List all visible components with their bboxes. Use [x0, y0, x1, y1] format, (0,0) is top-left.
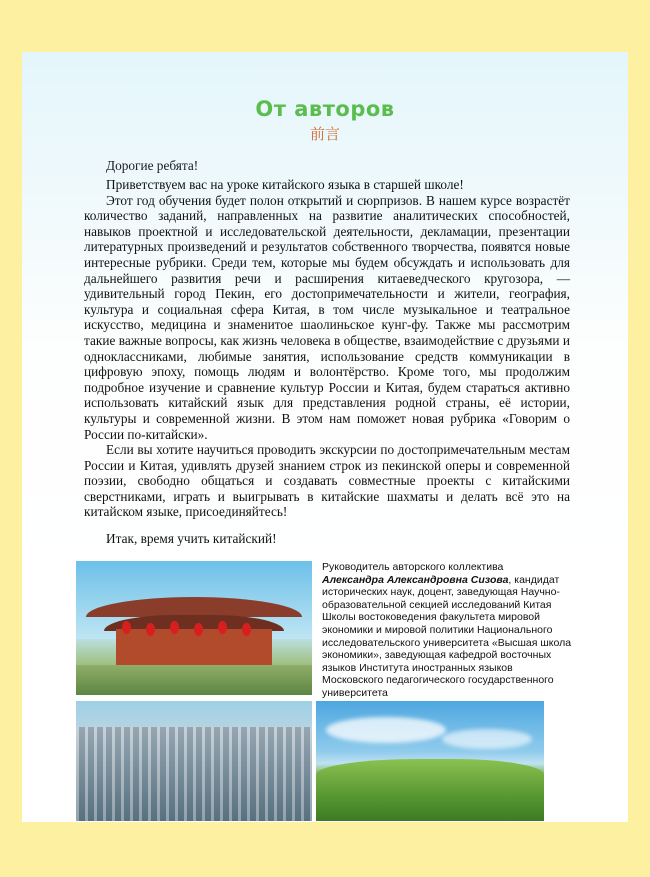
page-border-left [0, 0, 22, 877]
lantern-icon [146, 623, 155, 636]
lantern-icon [194, 623, 203, 636]
lantern-icon [170, 621, 179, 634]
paragraph-1: Приветствуем вас на уроке китайского языка в старшей школе! [106, 177, 464, 192]
page-border-right [628, 0, 650, 877]
paragraph-2: Этот год обучения будет полон открытий и сюрпризов. В нашем курсе возрастёт количество заданий, направленных на развитие аналитических способностей, навыков проектной и исследовательской деятельности, декламации, презентации литературных произведений и результатов собственного творчества, появятся новые интересные рубрики. Среди тем, которые мы будем обсуждать и использовать для дальнейшего развития речи и расширения китаеведческого кругозора, — удивительный город Пекин, его достопримечательности и жители, география, культура и социальная сфера Китая, в том числе музыкальное и театральное искусство, медицина и знаменитое шаолиньское кунг-фу. Также мы рассмотрим такие важные вопросы, как жизнь человека в обществе, взаимодействие с друзьями и одноклассниками, любимые занятия, использование средств коммуникации в цифровую эпоху, помощь людям и волонтёрство. Кроме того, мы продолжим подробное изучение и сравнение культур России и Китая, будем стараться активно использовать китайский язык для представления родной страны, её истории, культуры и современной жизни. В этом нам поможет новая рубрика «Говорим о России по-китайски». [84, 192, 570, 442]
page-title: От авторов [255, 97, 395, 121]
page-title-chinese: 前言 [309, 125, 340, 143]
author-role: Руководитель авторского коллектива [322, 561, 504, 574]
page-border-bottom [0, 822, 650, 877]
temple-ground [76, 665, 312, 695]
grassland-photo [316, 701, 544, 821]
media-block [22, 561, 628, 821]
author-description: , кандидат исторических наук, доцент, заведующая Научно-образовательной секцией исследований Китая Школы востоковедения факультета мировой экономики и мировой политики Национального исследовательского университета «Высшая школа экономики», заведующая кафедрой восточных языков Института иностранных языков Московского педагогического государственного университета [322, 573, 572, 699]
page-content [22, 52, 628, 822]
greeting-line: Дорогие ребята! [106, 158, 199, 173]
author-name: Александра Александровна Сизова [322, 573, 509, 586]
page-inner-background [22, 52, 628, 822]
closing-line: Итак, время учить китайский! [106, 531, 277, 547]
lantern-icon [218, 621, 227, 634]
body-text [22, 177, 628, 520]
city-skyline [76, 727, 312, 821]
lantern-icon [122, 621, 131, 634]
author-bio [322, 561, 574, 700]
page-border-top [0, 0, 650, 52]
paragraph-3: Если вы хотите научиться проводить экскурсии по достопримечательным местам России и Китая, удивлять друзей знанием строк из пекинской оперы и современной поэзии, свободно общаться и создавать совместные проекты с китайскими сверстниками, играть и выигрывать в китайские шахматы и делать всё это на китайском языке, присоединяйтесь! [84, 442, 570, 520]
green-hill [316, 759, 544, 821]
lantern-icon [242, 623, 251, 636]
temple-photo [76, 561, 312, 695]
cloud-shape [442, 729, 532, 749]
cloud-shape [326, 717, 446, 743]
city-photo [76, 701, 312, 821]
